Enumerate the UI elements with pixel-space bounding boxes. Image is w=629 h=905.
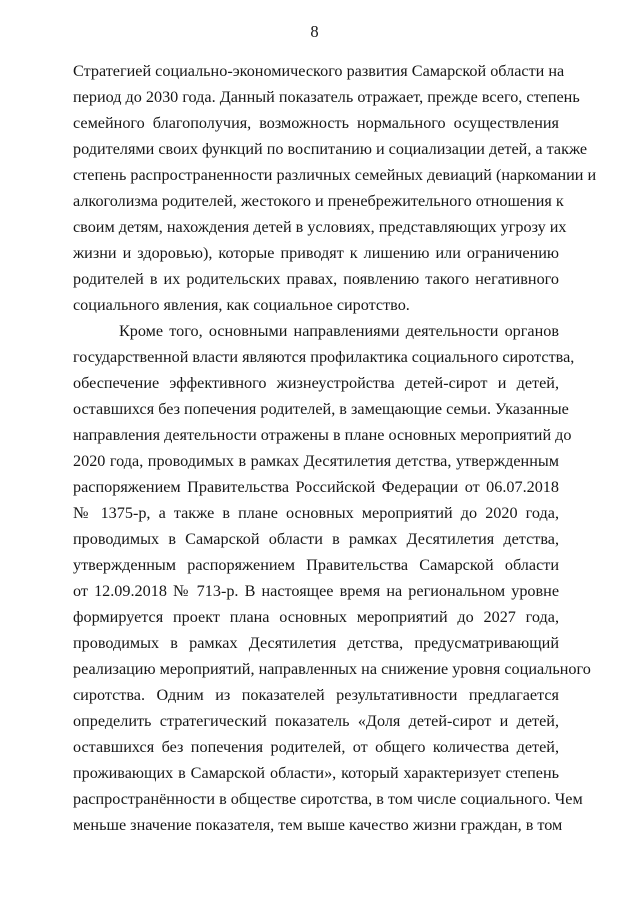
text-line: Стратегией социально-экономического развития Самарской области на [73,62,565,80]
text-line: семейного благополучия, возможность нормального осуществления [73,114,559,132]
text-line: формируется проект плана основных мероприятий до 2027 года, [73,608,559,626]
text-line: проводимых в рамках Десятилетия детства, предусматривающий [73,634,559,652]
text-line: жизни и здоровью), которые приводят к лишению или ограничению [73,244,559,262]
text-line: сиротства. Одним из показателей результативности предлагается [73,686,559,704]
text-line: период до 2030 года. Данный показатель отражает, прежде всего, степень [73,88,580,106]
text-line: Кроме того, основными направлениями деятельности органов [119,322,559,340]
text-line: проживающих в Самарской области», который характеризует степень [73,764,559,782]
text-line: распространённости в обществе сиротства, в том числе социального. Чем [73,790,583,808]
paragraph-1 [73,58,597,318]
page-number: 8 [310,22,319,41]
text-line: степень распространенности различных семейных девиаций (наркомании и [73,166,597,184]
text-line: от 12.09.2018 № 713-р. В настоящее время на региональном уровне [73,582,559,600]
text-line: определить стратегический показатель «Доля детей-сирот и детей, [73,712,559,730]
text-line: государственной власти являются профилактика социального сиротства, [73,348,575,366]
text-line: направления деятельности отражены в плане основных мероприятий до [73,426,572,444]
text-line: обеспечение эффективного жизнеустройства детей-сирот и детей, [73,374,559,392]
text-line: родителей в их родительских правах, появлению такого негативного [73,270,559,288]
text-line: 2020 года, проводимых в рамках Десятилетия детства, утвержденным [73,452,559,470]
text-line: родителями своих функций по воспитанию и социализации детей, а также [73,140,588,158]
text-line: своим детям, нахождения детей в условиях, представляющих угрозу их [73,218,567,236]
text-line: алкоголизма родителей, жестокого и пренебрежительного отношения к [73,192,564,210]
text-line: оставшихся без попечения родителей, в замещающие семьи. Указанные [73,400,569,418]
text-line: меньше значение показателя, тем выше качество жизни граждан, в том [73,816,563,834]
text-line: проводимых в Самарской области в рамках Десятилетия детства, [73,530,559,548]
text-line: распоряжением Правительства Российской Федерации от 06.07.2018 [73,478,559,496]
text-line: оставшихся без попечения родителей, от общего количества детей, [73,738,559,756]
paragraph-2 [73,318,591,838]
text-line: № 1375-р, а также в плане основных мероприятий до 2020 года, [73,504,559,522]
text-line: реализацию мероприятий, направленных на снижение уровня социального [73,660,591,678]
text-line: утвержденным распоряжением Правительства Самарской области [73,556,559,574]
text-line: социального явления, как социальное сиротство. [73,296,410,314]
